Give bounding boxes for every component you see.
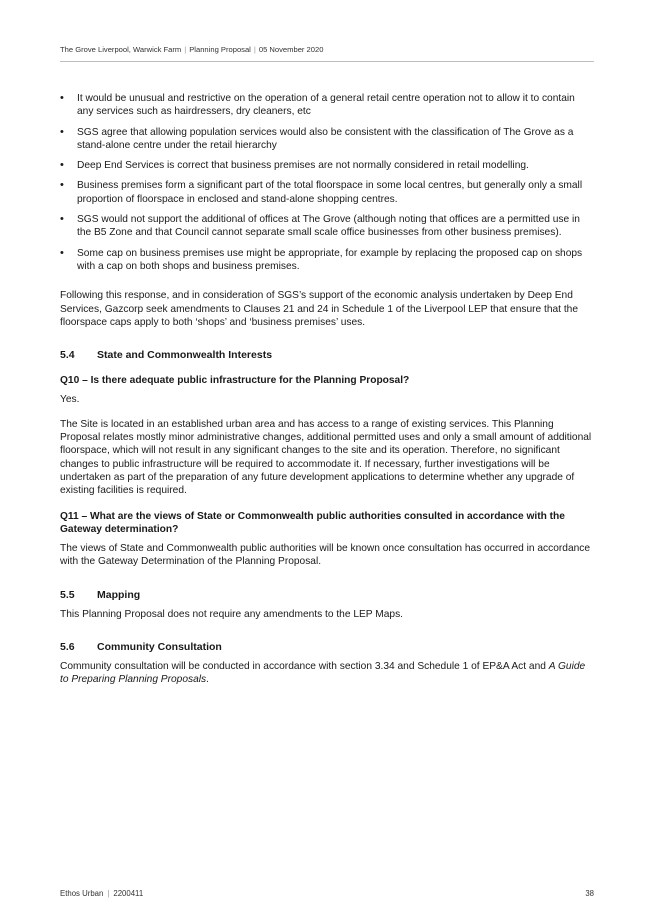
- section-heading-5-4: [60, 349, 594, 362]
- header-doc-title: The Grove Liverpool, Warwick Farm: [60, 45, 182, 54]
- section-number: 5.5: [60, 588, 75, 601]
- section-number: 5.6: [60, 641, 75, 654]
- q11-body: The views of State and Commonwealth public authorities will be known once consultation has occurred in accordance with the Gateway Determination of the Planning Proposal.: [60, 543, 591, 568]
- header-doc-date: 05 November 2020: [258, 45, 324, 54]
- bullet-list: [60, 92, 594, 273]
- bullet-item: • Deep End Services is correct that business premises are not normally considered in retail modelling.: [60, 159, 594, 172]
- q10-answer: Yes.: [60, 394, 80, 406]
- header-separator: |: [253, 45, 256, 54]
- consultation-text: Community consultation will be conducted in accordance with section 3.34 and Schedule 1 of EP&A Act and: [60, 661, 549, 673]
- section-title: State and Commonwealth Interests: [97, 349, 273, 362]
- page-footer: [60, 889, 594, 898]
- section-heading-5-5: [60, 589, 594, 602]
- bullet-item: • SGS would not support the additional of offices at The Grove (although noting that offices are a permitted use in the B5 Zone and that Council cannot separate small scale office businesses from other business premises).: [60, 213, 594, 240]
- header-doc-type: Planning Proposal: [189, 45, 251, 54]
- page-number: 38: [585, 889, 594, 898]
- q10-body: The Site is located in an established urban area and has access to a range of existing services. This Planning Proposal relates mostly minor administrative changes, additional permitted uses and only a small amount of additional floorspace, which will not result in any significant changes to the site and its operation. Therefore, no significant changes to public infrastructure will be required to accommodate it. If necessary, further investigations will be undertaken as part of the preparation of any future development applications to determine whether any upgrade of existing facilities is required.: [60, 418, 592, 497]
- bullet-item: • Some cap on business premises use might be appropriate, for example by replacing the proposed cap on shops with a cap on both shops and business premises.: [60, 247, 594, 274]
- footer-company: Ethos Urban: [60, 889, 104, 898]
- question-q11: Q11 – What are the views of State or Commonwealth public authorities consulted in accordance with the Gateway determination?: [60, 510, 565, 535]
- response-paragraph: Following this response, and in consideration of SGS’s support of the economic analysis undertaken by Deep End Services, Gazcorp seek amendments to Clauses 21 and 24 in Schedule 1 of the Liverpool LEP that ensure that the floorspace caps apply to both ‘shops’ and ‘business premises’ uses.: [60, 290, 578, 328]
- question-q10: Q10 – Is there adequate public infrastructure for the Planning Proposal?: [60, 375, 410, 387]
- footer-project-number: 2200411: [113, 889, 144, 898]
- consultation-text-end: .: [206, 674, 209, 686]
- section-title: Community Consultation: [97, 641, 222, 654]
- bullet-item: • It would be unusual and restrictive on the operation of a general retail centre operation not to allow it to contain any services such as hairdressers, dry cleaners, etc: [60, 92, 594, 119]
- page-header: [60, 45, 594, 54]
- mapping-body: This Planning Proposal does not require any amendments to the LEP Maps.: [60, 608, 403, 620]
- section-heading-5-6: [60, 641, 594, 654]
- consultation-body: [60, 660, 594, 687]
- header-divider: [60, 61, 594, 62]
- guide-title: A Guide to Preparing Planning Proposals: [60, 661, 586, 686]
- bullet-item: • Business premises form a significant part of the total floorspace in some local centres, but generally only a small proportion of floorspace in enclosed and stand-alone shopping centres.: [60, 179, 594, 206]
- bullet-item: • SGS agree that allowing population services would also be consistent with the classification of The Grove as a stand-alone centre under the retail hierarchy: [60, 126, 594, 153]
- section-number: 5.4: [60, 349, 75, 362]
- section-title: Mapping: [97, 588, 141, 601]
- header-separator: |: [184, 45, 187, 54]
- footer-separator: |: [107, 889, 110, 898]
- page-content: [60, 92, 594, 687]
